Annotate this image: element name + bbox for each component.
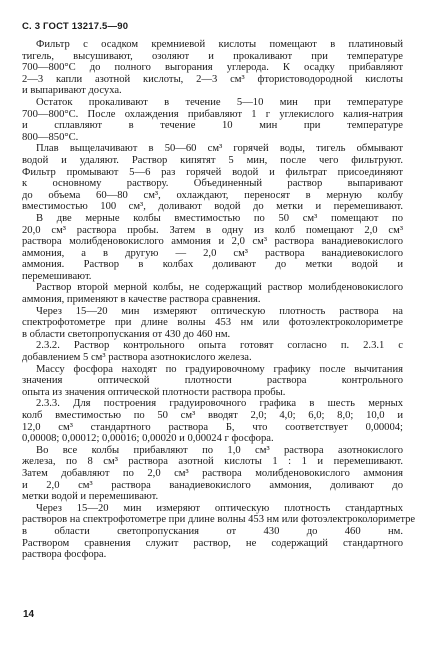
text-line: Массу фосфора находят по градуировочному графику после вычитания <box>36 363 403 375</box>
text-line: и 2,0 см³ раствора ванадиевокислого аммония, доливают до <box>22 479 403 491</box>
text-line: тигель, высушивают, озоляют и прокаливают при температуре <box>22 50 403 62</box>
text-line: Через 15—20 мин измеряют оптическую плотность раствора на <box>36 305 403 317</box>
text-line: 700—800°С. После охлаждения прибавляют 1 г углекислого калия-натрия <box>22 108 403 120</box>
text-line: 2.3.3. Для построения градуировочного графика в шесть мерных <box>36 398 403 410</box>
text-line: растворов на спектрофотометре при длине волны 453 нм или фотоэлектроколориметре <box>22 514 416 526</box>
text-line: В две мерные колбы вместимостью по 50 см³ помещают по <box>36 212 403 224</box>
text-line: в области светопропускания от 430 до 460 нм. <box>22 525 403 537</box>
text-line: значения оптической плотности раствора контрольного <box>22 375 403 387</box>
text-line: аммония, а в другую — 2,0 см³ раствора ванадиевокислого <box>22 247 403 259</box>
text-line: 2—3 капли азотной кислоты, 2—3 см³ фтористоводородной кислоты <box>22 73 403 85</box>
text-line: вместимостью 100 см³, доливают водой до метки и перемешивают. <box>22 201 403 213</box>
text-line: Плав выщелачивают в 50—60 см³ горячей воды, тигель обмывают <box>36 143 403 155</box>
text-line: железа, по 8 см³ раствора азотной кислоты 1 : 1 и перемешивают. <box>22 456 403 468</box>
text-line: перемешивают. <box>22 270 92 282</box>
page-number: 14 <box>23 609 35 620</box>
text-line: Фильтр промывают 5—6 раз горячей водой и фильтрат присоединяют <box>22 166 403 178</box>
text-line: колб вместимостью по 50 см³ вводят 2,0; 4,0; 6,0; 8,0; 10,0 и <box>22 410 403 421</box>
text-line: опыта из значения оптической плотности раствора пробы. <box>22 386 286 398</box>
text-line: и сплавляют в течение 10 мин при температуре <box>22 120 403 132</box>
page-header: С. 3 ГОСТ 13217.5—90 <box>22 21 129 32</box>
text-line: 800—850°С. <box>22 131 79 143</box>
text-line: водой и удаляют. Раствор кипятят 5 мин, после чего фильтруют. <box>22 154 403 166</box>
text-line: 700—800°С до полного выгорания углерода. К осадку прибавляют <box>22 62 403 74</box>
text-line: раствора фосфора. <box>22 549 107 561</box>
text-line: в области светопропускания от 430 до 460 нм. <box>22 328 231 340</box>
text-line: до объема 60—80 см³, охлаждают, переносят в мерную колбу <box>22 189 403 201</box>
text-line: раствора молибденовокислого аммония и 2,0 см³ раствора ванадиевокислого <box>22 236 403 248</box>
text-line: добавлением 5 см³ раствора азотнокислого железа. <box>22 352 252 364</box>
text-line: Затем добавляют по 2,0 см³ раствора молибденовокислого аммония <box>22 467 403 479</box>
text-line: Раствором сравнения служит раствор, не содержащий стандартного <box>22 537 403 549</box>
text-line: Фильтр с осадком кремниевой кислоты помещают в платиновый <box>36 39 403 50</box>
text-line: 20,0 см³ раствора пробы. Затем в одну из колб помещают 2,0 см³ <box>22 224 403 236</box>
text-line: Через 15—20 мин измеряют оптическую плотность стандартных <box>36 502 403 514</box>
text-line: к основному раствору. Объединенный раствор выпаривают <box>22 178 403 190</box>
text-line: аммония, применяют в качестве раствора сравнения. <box>22 294 261 306</box>
text-line: Остаток прокаливают в течение 5—10 мин при температуре <box>36 96 403 108</box>
document-body <box>22 39 416 561</box>
text-line: и выпаривают досуха. <box>22 85 122 97</box>
text-line: спектрофотометре при длине волны 453 нм или фотоэлектроколориметре <box>22 317 403 329</box>
text-line: метки водой и перемешивают. <box>22 491 159 503</box>
text-line: Раствор второй мерной колбы, не содержащий раствор молибденовокислого <box>36 282 403 294</box>
text-line: 2.3.2. Раствор контрольного опыта готовят согласно п. 2.3.1 с <box>36 340 403 352</box>
text-line: Во все колбы прибавляют по 1,0 см³ раствора азотнокислого <box>36 444 403 456</box>
text-line: 12,0 см³ стандартного раствора Б, что соответствует 0,00004; <box>22 421 403 433</box>
text-line: аммония. Раствор в колбах доливают до метки водой и <box>22 259 403 271</box>
text-line: 0,00008; 0,00012; 0,00016; 0,00020 и 0,00024 г фосфора. <box>22 433 274 445</box>
